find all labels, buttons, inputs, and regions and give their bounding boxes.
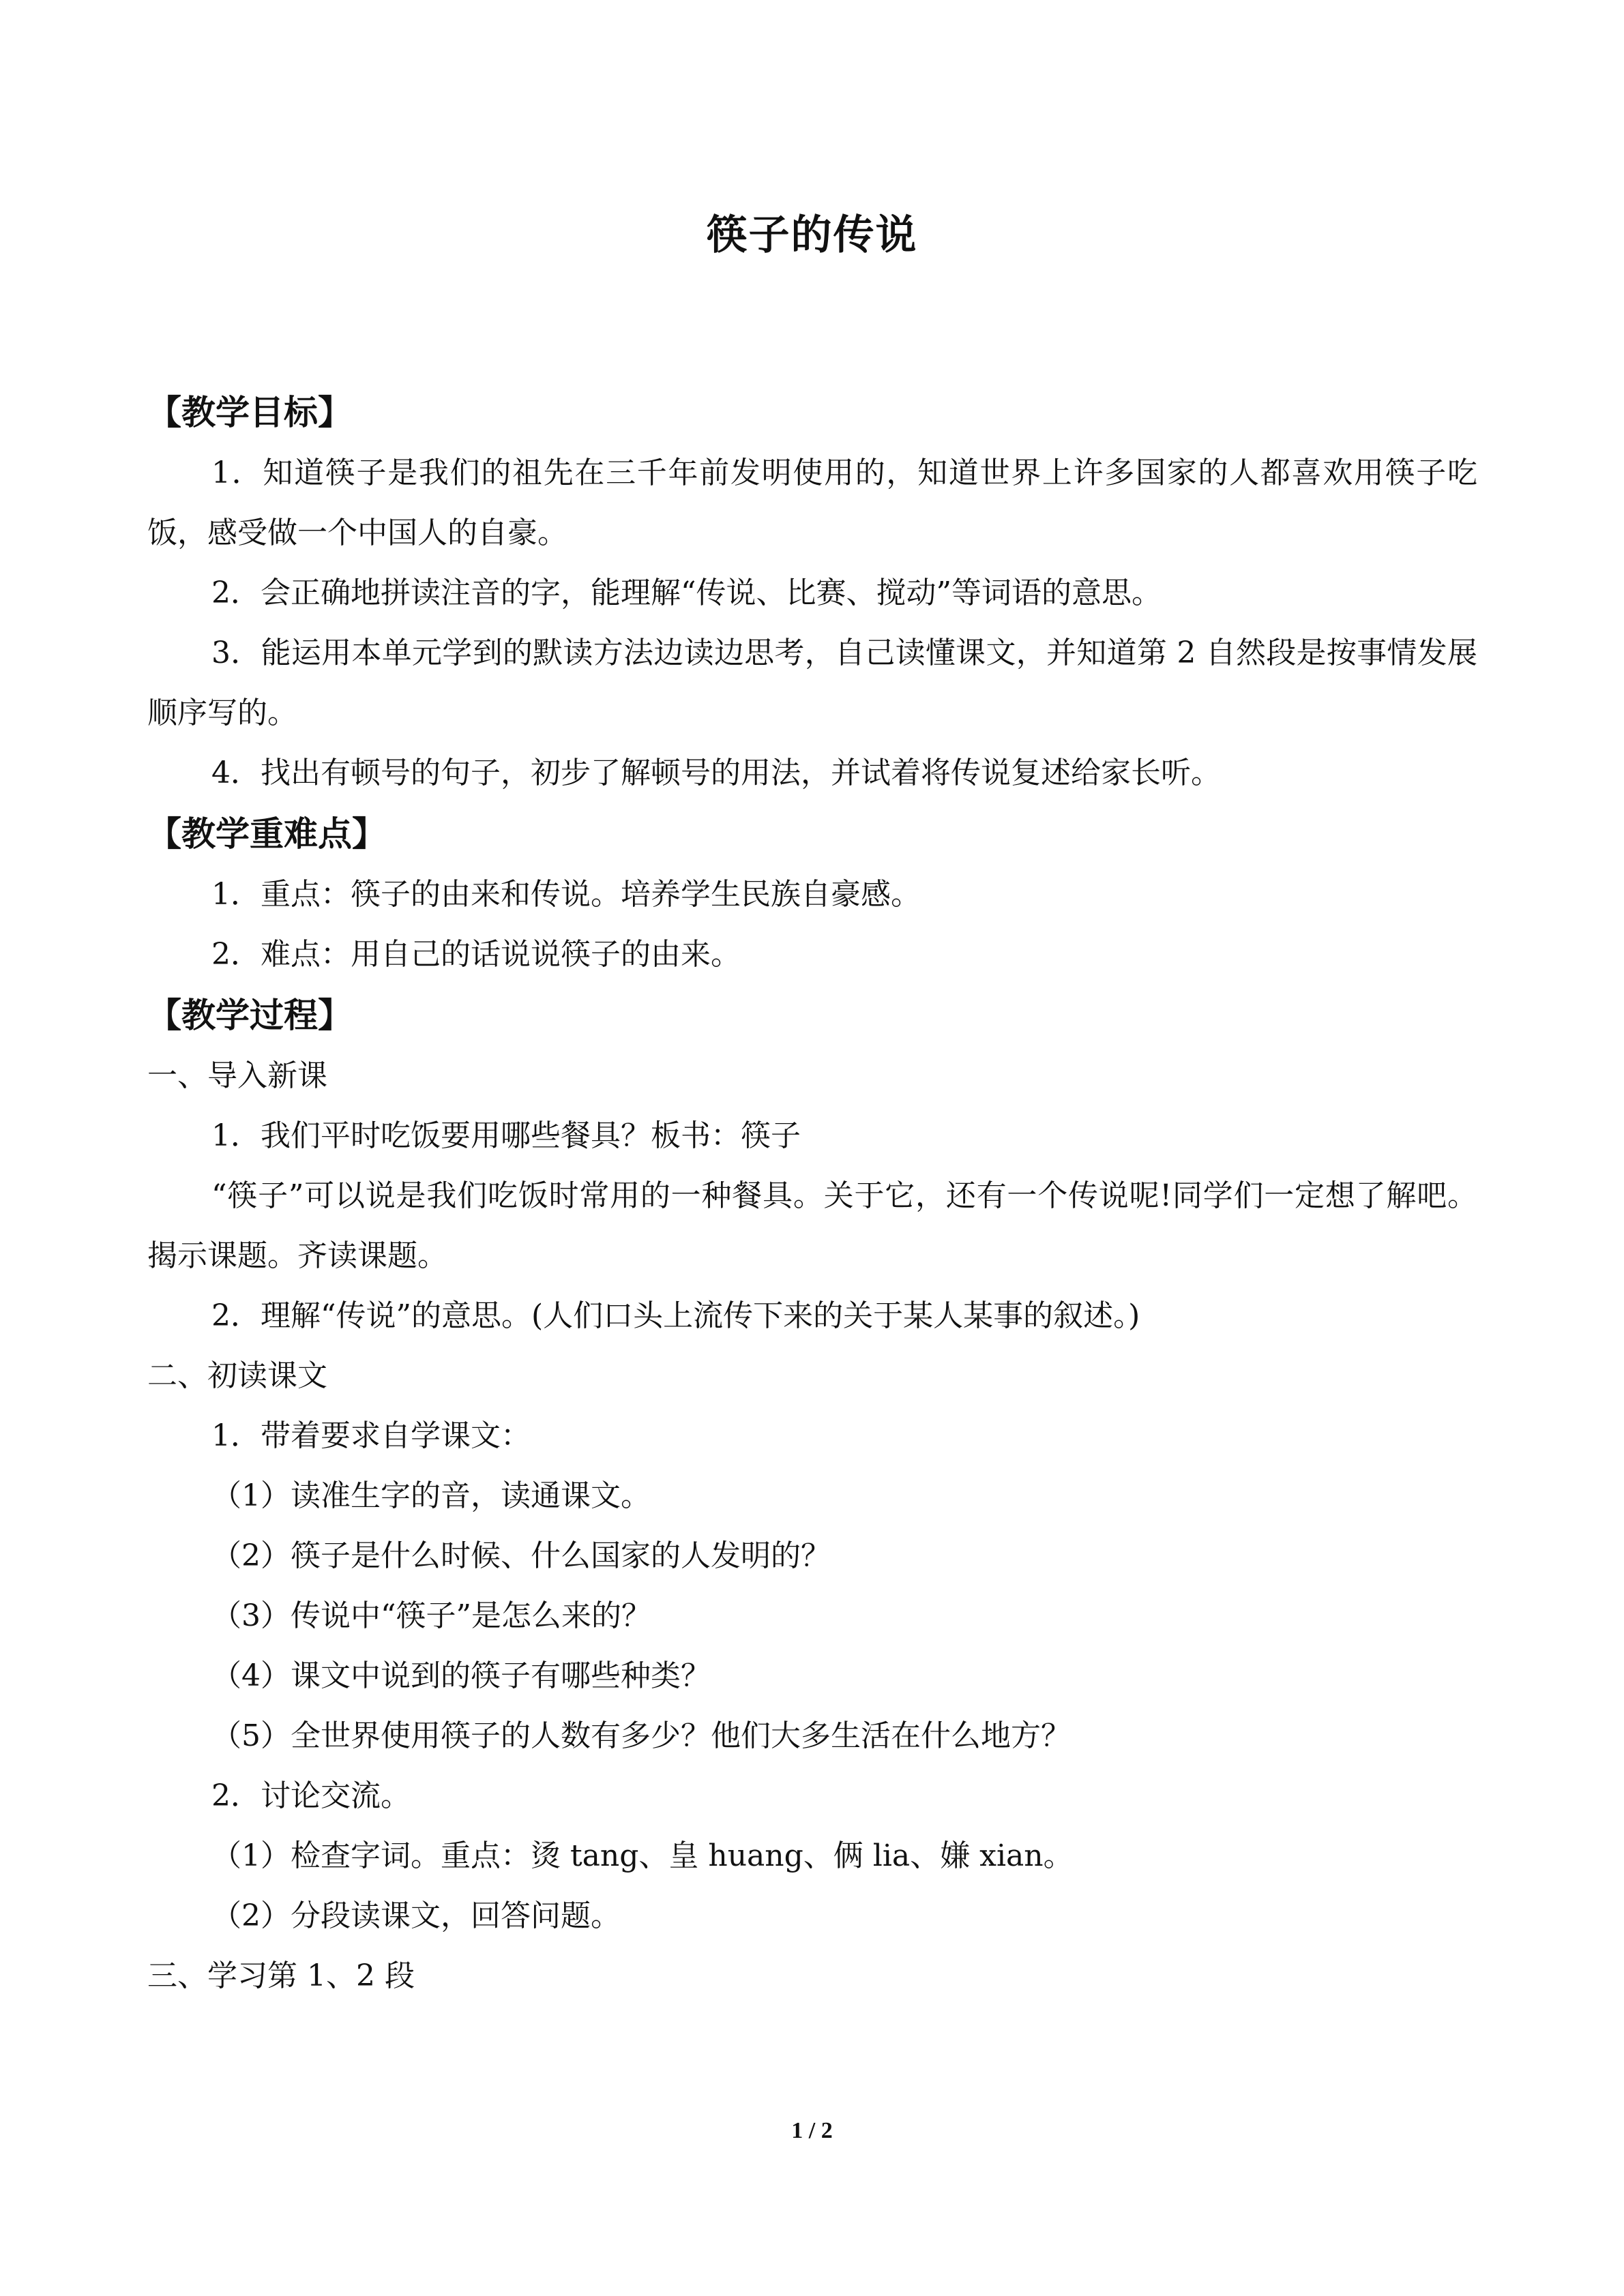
goal-item-3: 3．能运用本单元学到的默读方法边读边思考，自己读懂课文，并知道第 2 自然段是按事情发展顺序写的。 bbox=[147, 636, 1477, 730]
process-part3-title: 三、学习第 1、2 段 bbox=[147, 1958, 415, 1993]
process-part2-line2: 2．讨论交流。 bbox=[211, 1778, 411, 1813]
process-part2-q5: （5）全世界使用筷子的人数有多少？他们大多生活在什么地方？ bbox=[211, 1718, 1071, 1753]
process-part2-q4: （4）课文中说到的筷子有哪些种类？ bbox=[211, 1658, 711, 1693]
document-body bbox=[147, 382, 1477, 2006]
document-title: 筷子的传说 bbox=[706, 211, 918, 259]
process-part1-line2: “筷子”可以说是我们吃饭时常用的一种餐具。关于它，还有一个传说呢!同学们一定想了解吧。揭示课题。齐读课题。 bbox=[147, 1178, 1477, 1273]
process-part1-title: 一、导入新课 bbox=[147, 1058, 327, 1093]
process-heading: 【教学过程】 bbox=[147, 996, 352, 1035]
goals-heading: 【教学目标】 bbox=[147, 393, 352, 432]
page-number: 1 / 2 bbox=[791, 2118, 833, 2143]
goal-item-4: 4．找出有顿号的句子，初步了解顿号的用法，并试着将传说复述给家长听。 bbox=[211, 756, 1221, 790]
keypoint-item-1: 1．重点：筷子的由来和传说。培养学生民族自豪感。 bbox=[211, 877, 921, 912]
goal-item-1: 1．知道筷子是我们的祖先在三千年前发明使用的，知道世界上许多国家的人都喜欢用筷子吃饭，感受做一个中国人的自豪。 bbox=[147, 456, 1477, 550]
process-part2-q3: （3）传说中“筷子”是怎么来的？ bbox=[211, 1598, 651, 1633]
process-part2-d2: （2）分段读课文，回答问题。 bbox=[211, 1898, 621, 1933]
process-part2-d1: （1）检查字词。重点：烫 tang、皇 huang、俩 lia、嫌 xian。 bbox=[211, 1838, 1074, 1873]
process-part1-line1: 1．我们平时吃饭要用哪些餐具？板书：筷子 bbox=[211, 1118, 801, 1153]
goal-item-2: 2．会正确地拼读注音的字，能理解“传说、比赛、搅动”等词语的意思。 bbox=[211, 576, 1162, 610]
keypoint-item-2: 2．难点：用自己的话说说筷子的由来。 bbox=[211, 937, 741, 972]
keypoints-heading: 【教学重难点】 bbox=[147, 814, 386, 854]
process-part2-q2: （2）筷子是什么时候、什么国家的人发明的？ bbox=[211, 1538, 831, 1573]
process-part2-title: 二、初读课文 bbox=[147, 1358, 327, 1393]
process-part2-line1: 1．带着要求自学课文： bbox=[211, 1418, 531, 1453]
process-part1-line3: 2．理解“传说”的意思。(人们口头上流传下来的关于某人某事的叙述。) bbox=[211, 1298, 1140, 1333]
process-part2-q1: （1）读准生字的音，读通课文。 bbox=[211, 1478, 651, 1513]
